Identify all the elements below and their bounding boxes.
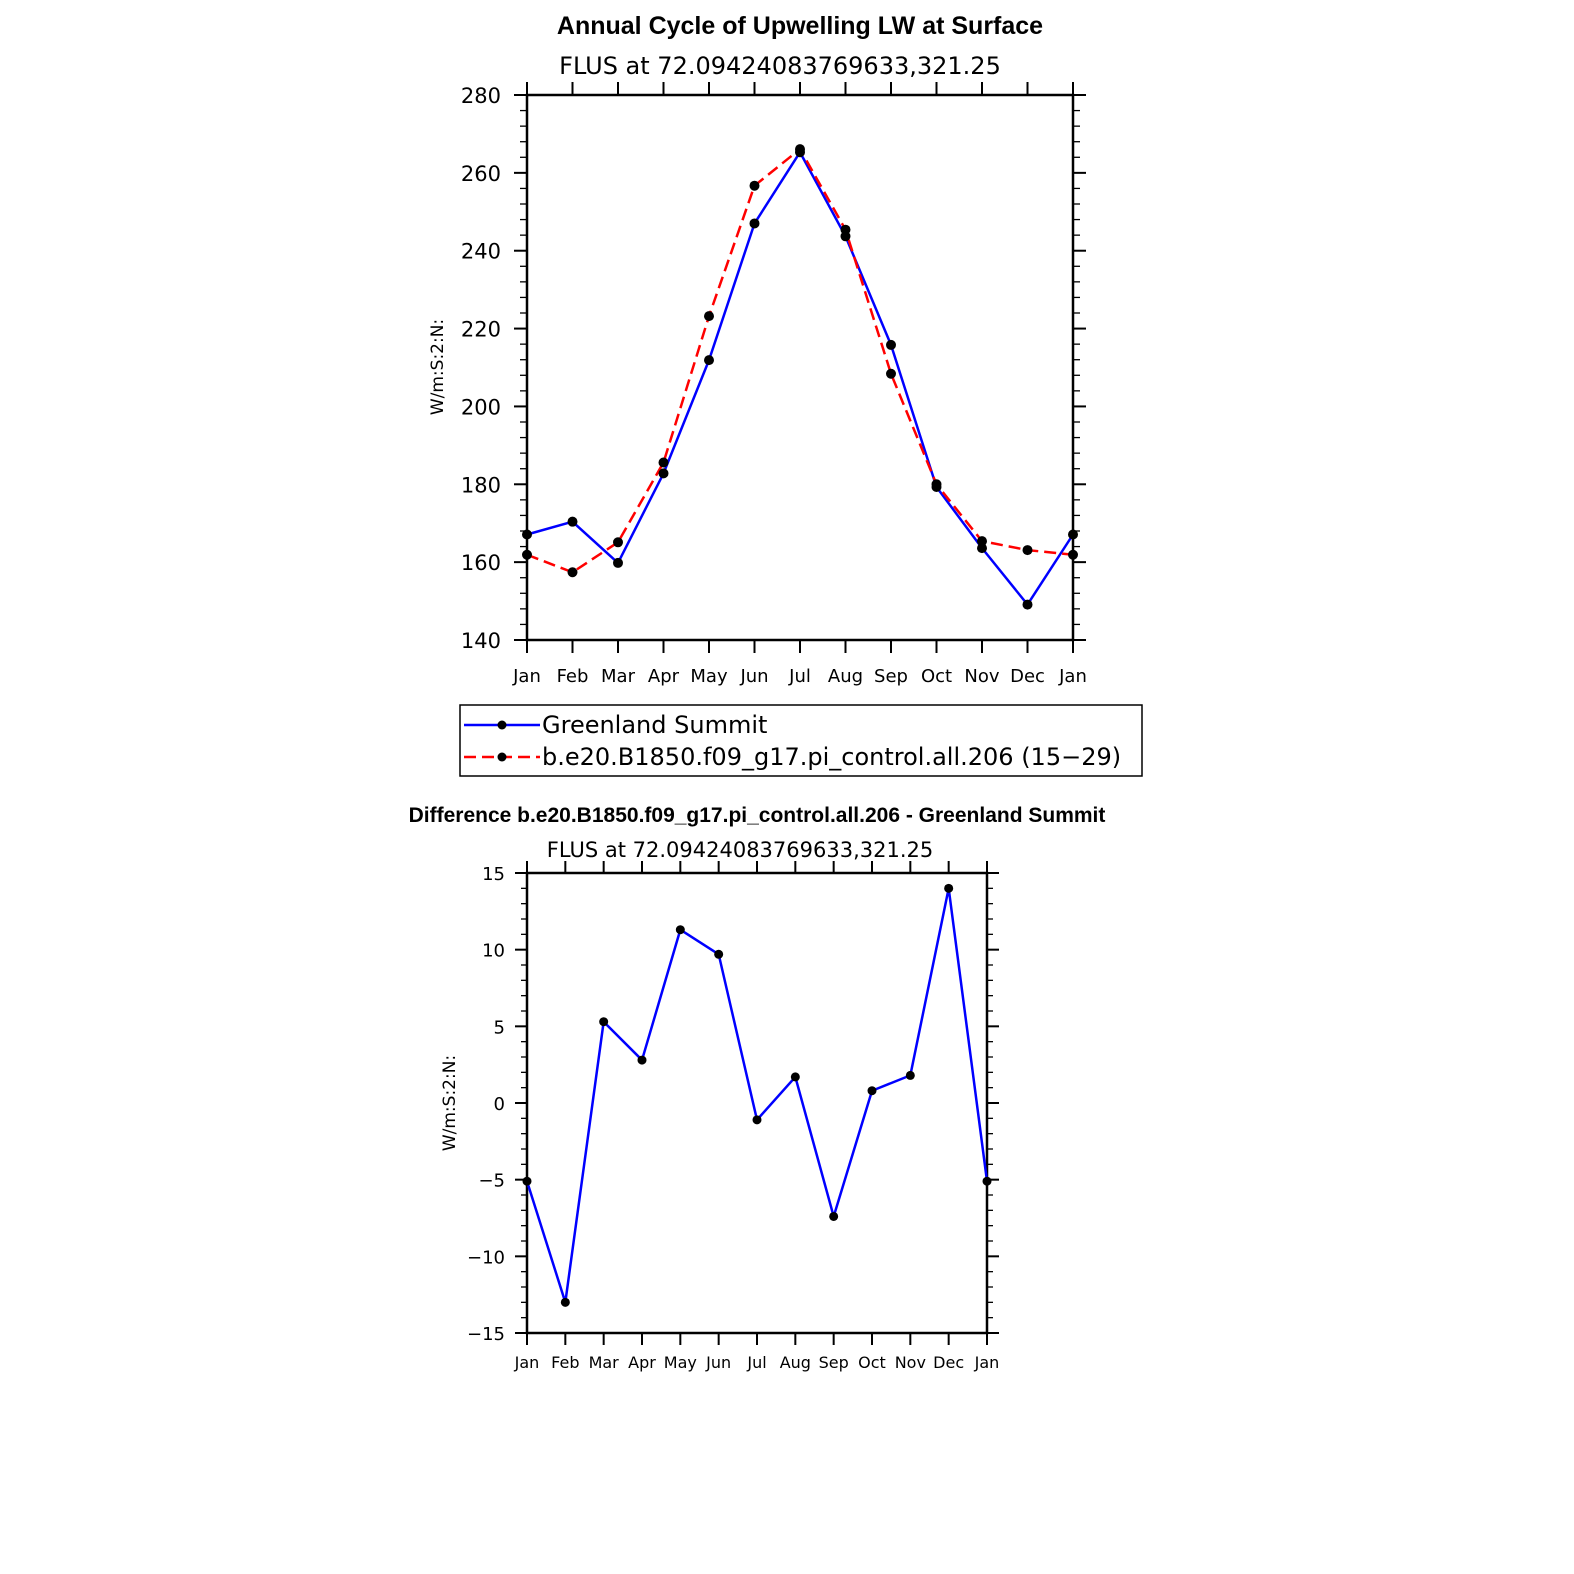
x-tick-label: Oct [920,666,953,687]
x-tick-label: Jan [513,666,541,687]
bottom-chart-title: Difference b.e20.B1850.f09_g17.pi_control.all.206 - Greenland Summit [408,804,1106,827]
x-tick-label: Feb [556,666,589,687]
x-tick-label: Aug [827,666,864,687]
series-1-point [841,225,851,235]
y-tick-label: 160 [460,551,501,576]
y-tick-label: 5 [493,1017,505,1039]
legend-marker-model [498,753,507,762]
series-0-point [1023,600,1033,610]
series-line-1 [527,149,1073,572]
series-0-point [561,1298,570,1307]
series-1-point [886,369,896,379]
top-chart-axes [514,82,1086,653]
x-tick-label: Jun [706,1353,732,1372]
series-0-point [750,218,760,228]
top-chart-xtick-labels [512,666,1087,687]
y-tick-label: 280 [460,84,501,108]
bottom-chart-xtick-labels [514,1353,1000,1372]
legend-label-model: b.e20.B1850.f09_g17.pi_control.all.206 (15−29) [542,743,1122,771]
series-0-point [676,925,685,934]
bottom-chart-ylabel: W/m:S:2:N: [440,1054,460,1152]
y-tick-label: 220 [460,317,501,342]
series-1-point [568,567,578,577]
series-1-point [659,457,669,467]
series-1-point [1023,545,1033,555]
x-tick-label: Jun [740,666,769,687]
top-chart-ylabel: W/m:S:2:N: [428,318,448,416]
top-chart-ytick-labels [461,84,501,653]
bottom-chart-series [523,884,992,1307]
series-0-point [868,1086,877,1095]
legend-label-greenland: Greenland Summit [542,711,768,739]
series-0-point [983,1177,992,1186]
series-0-point [638,1056,647,1065]
series-0-point [714,950,723,959]
y-tick-label: 260 [460,161,501,186]
y-tick-label: 15 [482,864,505,885]
legend [460,705,1142,776]
y-tick-label: 0 [493,1094,505,1115]
x-tick-label: Oct [858,1353,886,1372]
series-1-point [522,550,532,560]
x-tick-label: Mar [601,666,635,687]
x-tick-label: Jul [789,666,811,687]
series-0-point [599,1017,608,1026]
x-tick-label: Jan [514,1353,540,1372]
x-tick-label: Sep [818,1353,849,1372]
x-tick-label: Nov [894,1353,926,1372]
bottom-chart-axes [515,861,999,1345]
series-0-point [906,1071,915,1080]
x-tick-label: Dec [933,1353,965,1372]
series-0-point [659,468,669,478]
top-chart-title: Annual Cycle of Upwelling LW at Surface [556,12,1044,40]
x-tick-label: Feb [551,1353,580,1372]
y-tick-label: −15 [467,1324,505,1345]
y-tick-label: 200 [460,395,501,420]
series-0-point [1068,530,1078,540]
series-0-point [522,530,532,540]
bottom-chart [409,804,1106,1372]
x-tick-label: Apr [647,666,680,687]
x-tick-label: Apr [628,1353,656,1372]
x-tick-label: Jan [1059,666,1087,687]
y-tick-label: 140 [460,629,501,653]
series-1-point [750,181,760,191]
x-tick-label: May [690,666,728,687]
series-0-point [944,884,953,893]
y-tick-label: 10 [482,940,505,962]
y-tick-label: −5 [478,1170,505,1192]
bottom-chart-ytick-labels [467,864,505,1345]
x-tick-label: Mar [588,1353,619,1372]
top-chart-subtitle: FLUS at 72.09424083769633,321.25 [559,52,1001,80]
series-0-point [568,517,578,527]
series-0-point [791,1072,800,1081]
series-0-point [704,355,714,365]
x-tick-label: Dec [1010,666,1045,687]
series-1-point [613,537,623,547]
series-line-0 [527,152,1073,604]
series-0-point [886,340,896,350]
series-1-point [1068,550,1078,560]
plot-frame [527,873,987,1333]
series-1-point [932,479,942,489]
series-0-point [829,1212,838,1221]
series-1-point [977,536,987,546]
x-tick-label: Jul [747,1353,767,1372]
y-tick-label: −10 [467,1247,505,1269]
series-1-point [795,144,805,154]
x-tick-label: Sep [874,666,908,687]
series-0-point [753,1115,762,1124]
top-chart [428,12,1087,687]
legend-marker-greenland [498,721,507,730]
x-tick-label: Aug [779,1353,811,1372]
series-1-point [704,311,714,321]
series-0-point [523,1177,532,1186]
x-tick-label: Nov [964,666,1000,687]
y-tick-label: 240 [460,239,501,264]
y-tick-label: 180 [460,473,501,498]
top-chart-series [522,144,1078,609]
series-line-0 [527,888,987,1302]
x-tick-label: Jan [974,1353,1000,1372]
bottom-chart-subtitle: FLUS at 72.09424083769633,321.25 [546,838,934,862]
series-0-point [613,558,623,568]
x-tick-label: May [663,1353,697,1372]
